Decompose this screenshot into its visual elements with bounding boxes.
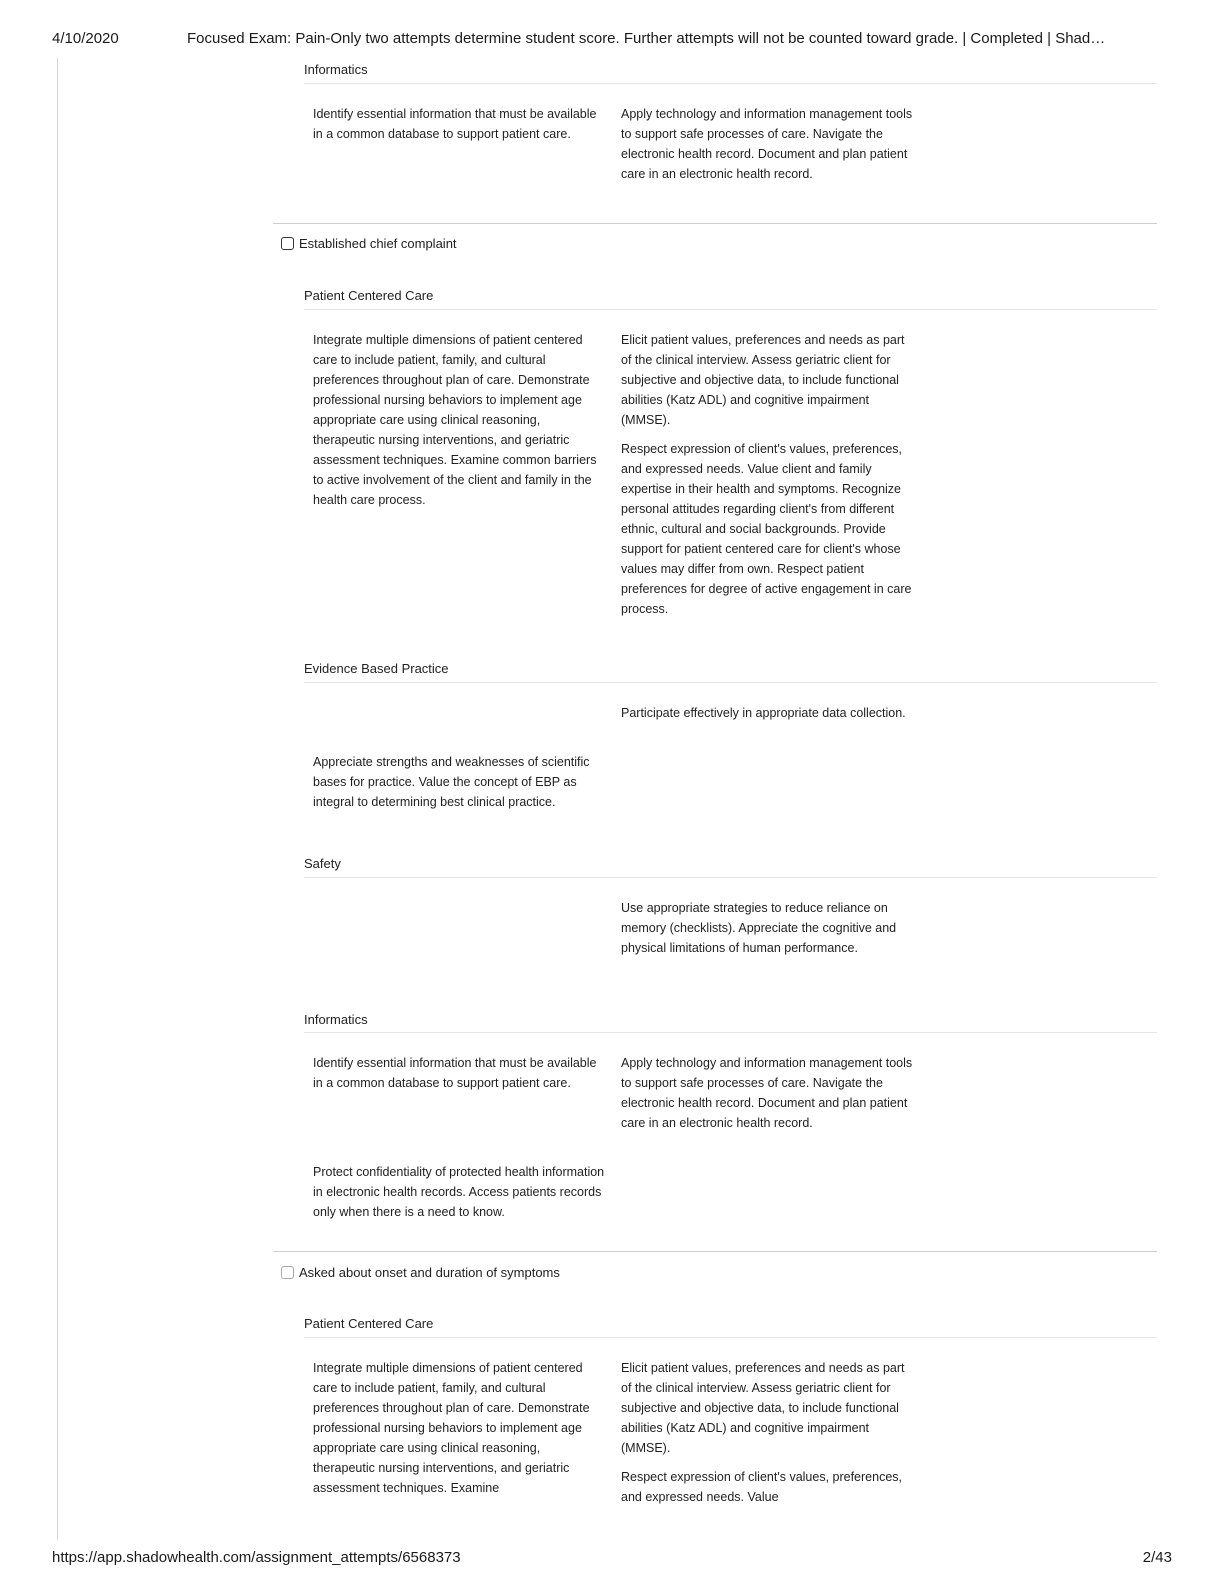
informatics-right-text: Apply technology and information management tools to support safe processes of care. Navigate the electronic health record. Document and plan patient care in an electronic health record. (621, 1056, 913, 1130)
section-divider (304, 682, 1157, 683)
informatics-left-text: Identify essential information that must be available in a common database to support patient care. (313, 107, 597, 141)
item-divider (273, 1251, 1157, 1252)
section-divider (304, 877, 1157, 878)
pcc-right-text-1: Elicit patient values, preferences and needs as part of the clinical interview. Assess geriatric client for subjective and objective data, to include functional abilities (Katz ADL) and cognitive impairment (MMSE). (621, 333, 905, 427)
left-border-line (57, 58, 58, 1540)
pcc-left-text: Integrate multiple dimensions of patient centered care to include patient, family, and cultural preferences throughout plan of care. Demonstrate professional nursing behaviors to implement age appropriate care using clinical reasoning, therapeutic nursing interventions, and geriatric assessment techniques. Examine (313, 1361, 590, 1495)
pcc-left-text: Integrate multiple dimensions of patient centered care to include patient, family, and cultural preferences throughout plan of care. Demonstrate professional nursing behaviors to implement age appropriate care using clinical reasoning, therapeutic nursing interventions, and geriatric assessment techniques. Examine common barriers to active involvement of the client and family in the health care process. (313, 333, 597, 507)
section-title-patient-centered-care: Patient Centered Care (304, 1316, 434, 1331)
section-title-safety: Safety (304, 856, 341, 871)
checklist-item-established-chief-complaint[interactable] (281, 236, 457, 251)
pcc-right-text-2: Respect expression of client's values, preferences, and expressed needs. Value (621, 1470, 902, 1504)
footer-url: https://app.shadowhealth.com/assignment_attempts/6568373 (52, 1549, 461, 1566)
ebp-left-text: Appreciate strengths and weaknesses of scientific bases for practice. Value the concept of EBP as integral to determining best clinical practice. (313, 755, 590, 809)
page-number: 2/43 (1142, 1549, 1172, 1566)
item-divider (273, 223, 1157, 224)
section-divider (304, 1337, 1157, 1338)
section-title-informatics: Informatics (304, 1012, 368, 1027)
ebp-right-text: Participate effectively in appropriate data collection. (621, 706, 906, 720)
print-date: 4/10/2020 (52, 30, 119, 47)
checklist-item-label: Asked about onset and duration of symptoms (299, 1265, 560, 1280)
informatics-right-text: Apply technology and information management tools to support safe processes of care. Navigate the electronic health record. Document and plan patient care in an electronic health record. (621, 107, 913, 181)
pcc-right-text-1: Elicit patient values, preferences and needs as part of the clinical interview. Assess geriatric client for subjective and objective data, to include functional abilities (Katz ADL) and cognitive impairment (MMSE). (621, 1361, 905, 1455)
page-title: Focused Exam: Pain-Only two attempts determine student score. Further attempts will not be counted toward grade. | Completed | Shad… (187, 30, 1106, 47)
safety-right-text: Use appropriate strategies to reduce reliance on memory (checklists). Appreciate the cognitive and physical limitations of human performance. (621, 901, 897, 955)
section-divider (304, 309, 1157, 310)
informatics-left-text-1: Identify essential information that must be available in a common database to support patient care. (313, 1056, 597, 1090)
checkbox-icon[interactable] (281, 1266, 294, 1279)
checkbox-icon[interactable] (281, 237, 294, 250)
checklist-item-onset-duration[interactable] (281, 1265, 560, 1280)
section-title-informatics: Informatics (304, 62, 368, 77)
informatics-left-text-2: Protect confidentiality of protected health information in electronic health records. Access patients records only when there is a need to know. (313, 1165, 605, 1219)
section-divider (304, 83, 1157, 84)
section-divider (304, 1032, 1157, 1033)
section-title-evidence-based-practice: Evidence Based Practice (304, 661, 449, 676)
checklist-item-label: Established chief complaint (299, 236, 457, 251)
section-title-patient-centered-care: Patient Centered Care (304, 288, 434, 303)
pcc-right-text-2: Respect expression of client's values, preferences, and expressed needs. Value client and family expertise in their health and symptoms. Recognize personal attitudes regarding client's from different ethnic, cultural and social backgrounds. Provide support for patient centered care for client's whose values may differ from own. Respect patient preferences for degree of active engagement in care process. (621, 442, 912, 616)
